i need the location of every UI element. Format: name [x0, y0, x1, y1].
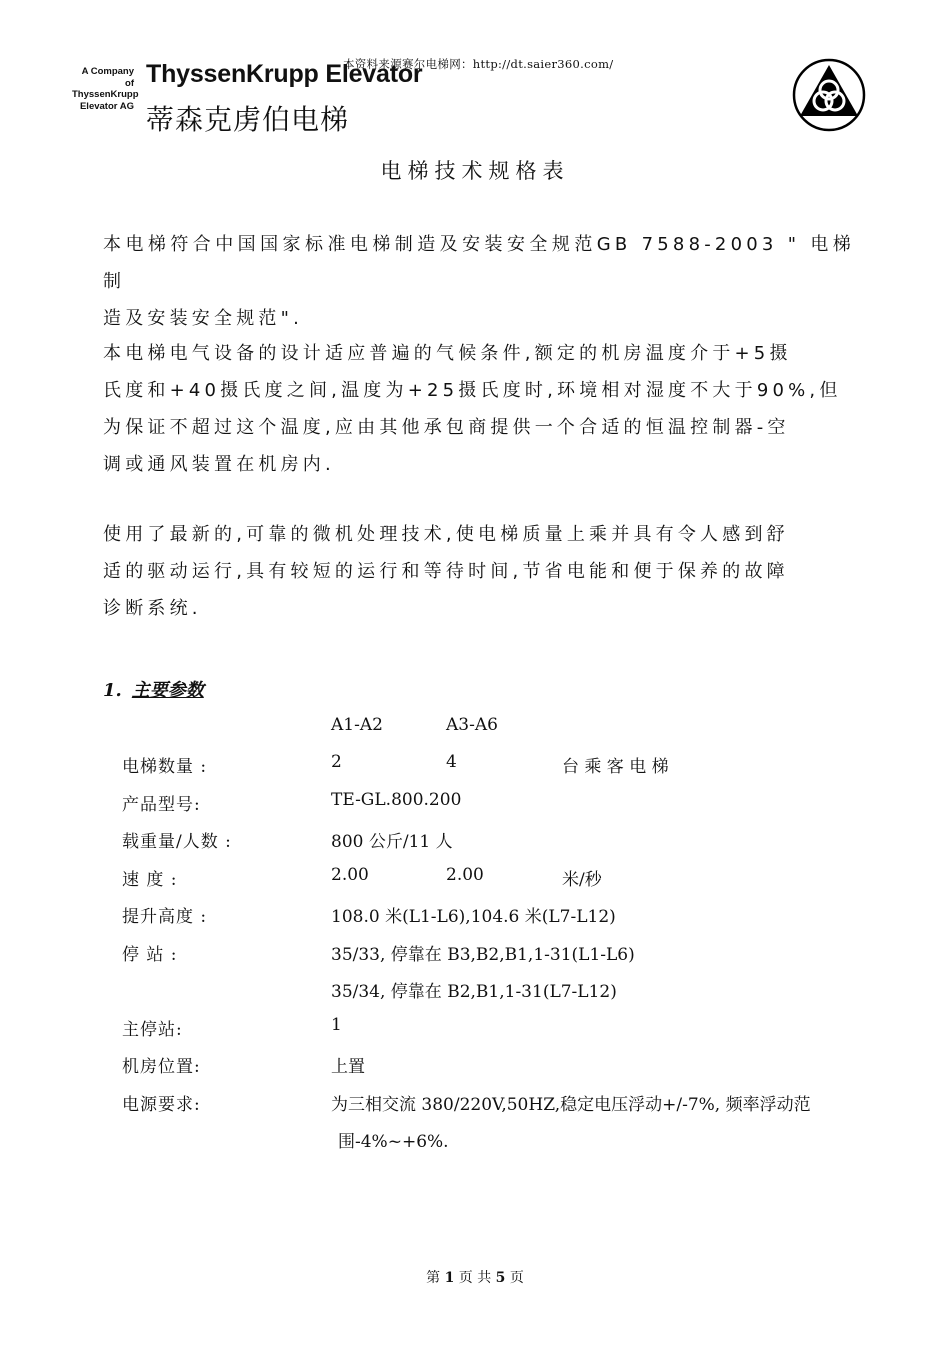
param-value-a1-a2: 围-4%~+6%. [338, 1132, 449, 1152]
paragraph-technology [103, 516, 855, 627]
param-value-a1-a2: 1 [331, 1014, 342, 1035]
param-label: 电梯数量 : [122, 757, 208, 777]
paragraph-line: 本电梯电气设备的设计适应普遍的气候条件,额定的机房温度介于+5摄 [103, 343, 792, 364]
param-label: 停 站 : [122, 944, 178, 965]
section-number: 1. [103, 680, 122, 701]
param-value-a1-a2: 35/33, 停靠在 B3,B2,B1,1-31(L1-L6) [331, 944, 635, 965]
param-row [0, 1052, 950, 1089]
param-value-a1-a2: 2.00 [331, 864, 369, 885]
param-value-a1-a2: TE-GL.800.200 [331, 789, 462, 810]
param-value-a3-a6: 4 [446, 752, 457, 772]
param-row [0, 752, 950, 789]
param-label: 电源要求: [122, 1094, 201, 1115]
paragraph-climate [103, 335, 855, 483]
footer-page-number: 1 [444, 1270, 455, 1286]
param-row [0, 790, 950, 827]
paragraph-standard [103, 226, 855, 337]
param-row [0, 902, 950, 939]
company-subtitle [72, 66, 139, 112]
document-title: 电梯技术规格表 [380, 159, 570, 183]
param-row [0, 1015, 950, 1052]
page-footer [0, 1267, 950, 1287]
section-title: 主要参数 [131, 680, 204, 701]
param-label: 提升高度 : [122, 907, 208, 927]
footer-total-pages: 5 [495, 1270, 506, 1286]
param-value-a1-a2: 2 [331, 752, 342, 772]
param-label: 速 度 : [122, 869, 178, 890]
brand-name-cn: 蒂森克虏伯电梯 [146, 103, 350, 136]
source-watermark: 本资料来源赛尔电梯网：http://dt.saier360.com/ [343, 57, 614, 71]
column-header-a1-a2: A1-A2 [331, 715, 383, 735]
param-value-a1-a2: 为三相交流 380/220V,50HZ,稳定电压浮动+/-7%, 频率浮动范 [331, 1094, 811, 1115]
footer-suffix: 页 [509, 1270, 524, 1286]
param-row [0, 827, 950, 864]
param-row [0, 865, 950, 902]
param-row [0, 1127, 950, 1164]
param-row [0, 977, 950, 1014]
thyssenkrupp-rings-logo-icon [792, 58, 866, 132]
param-value-a1-a2: 800 公斤/11 人 [331, 832, 453, 852]
param-unit: 台 乘 客 电 梯 [562, 757, 669, 777]
param-value-a1-a2: 上置 [331, 1057, 365, 1077]
param-value-a1-a2: 108.0 米(L1-L6),104.6 米(L7-L12) [331, 907, 616, 927]
param-value-a1-a2: 35/34, 停靠在 B2,B1,1-31(L7-L12) [331, 982, 617, 1002]
param-label: 载重量/人数 : [122, 832, 232, 852]
paragraph-line: 氏度和+40摄氏度之间,温度为+25摄氏度时,环境相对湿度不大于90%,但 [103, 380, 842, 401]
paragraph-line: 为保证不超过这个温度,应由其他承包商提供一个合适的恒温控制器-空 [103, 417, 790, 438]
company-line-1: A Company of [81, 66, 134, 89]
column-header-a3-a6: A3-A6 [446, 715, 498, 735]
company-line-3: Elevator AG [79, 100, 134, 112]
paragraph-line: 诊断系统. [103, 598, 202, 619]
paragraph-line: 使用了最新的,可靠的微机处理技术,使电梯质量上乘并具有令人感到舒 [103, 524, 789, 545]
section-heading [103, 676, 204, 702]
paragraph-line: 本电梯符合中国国家标准电梯制造及安装安全规范GB 7588-2003 " 电梯制 [103, 234, 855, 292]
param-unit: 米/秒 [562, 869, 602, 890]
param-label: 产品型号: [122, 794, 201, 815]
paragraph-line: 造及安装安全规范". [103, 308, 304, 329]
param-row [0, 940, 950, 977]
paragraph-line: 适的驱动运行,具有较短的运行和等待时间,节省电能和便于保养的故障 [103, 561, 789, 582]
footer-middle: 页 共 [458, 1270, 492, 1286]
param-row [0, 1090, 950, 1127]
params-header-row [0, 715, 950, 752]
company-line-2: ThyssenKrupp [72, 89, 139, 100]
paragraph-line: 调或通风装置在机房内. [103, 454, 335, 475]
param-value-a3-a6: 2.00 [446, 864, 484, 885]
param-label: 主停站: [122, 1019, 183, 1040]
param-label: 机房位置: [122, 1057, 201, 1077]
footer-prefix: 第 [426, 1270, 441, 1286]
brand-name-en: ThyssenKrupp Elevator [146, 60, 423, 88]
